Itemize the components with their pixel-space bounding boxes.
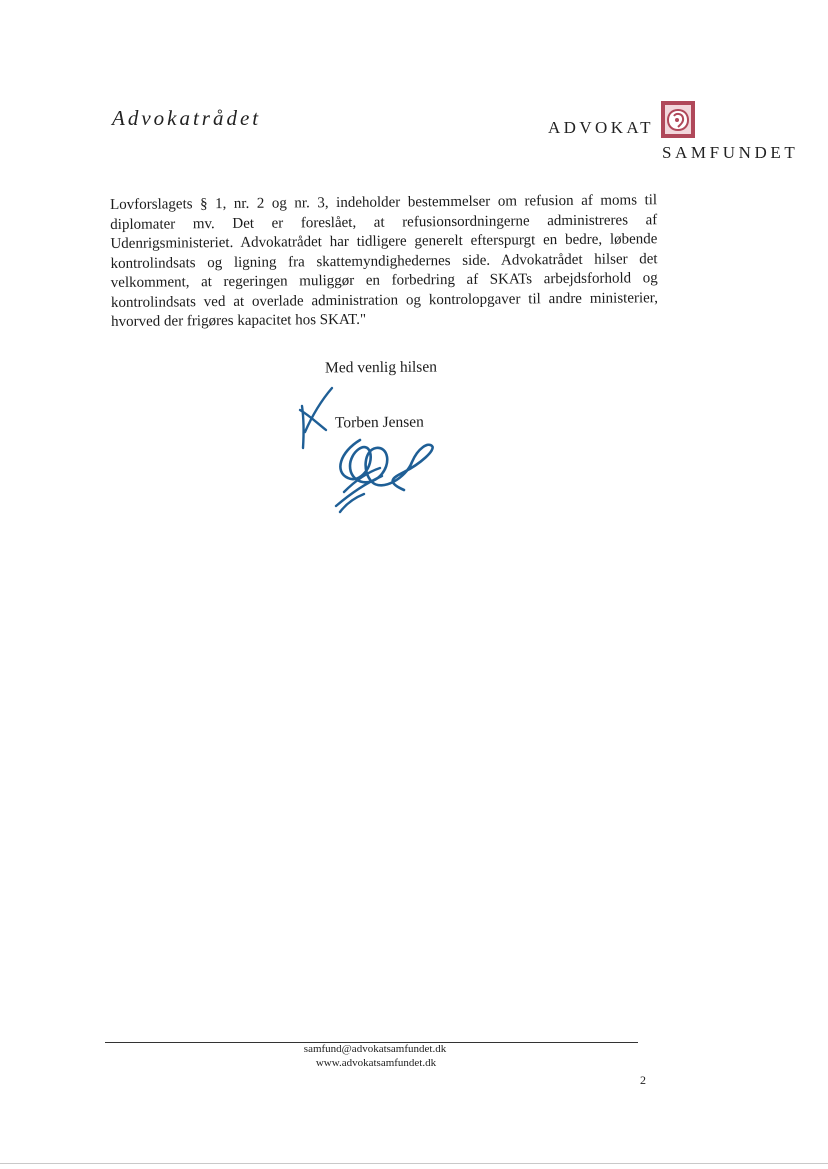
logo-text-advokat: ADVOKAT	[548, 118, 654, 137]
handwritten-signature-icon	[320, 432, 440, 514]
footer-email: samfund@advokatsamfundet.dk	[303, 1043, 447, 1055]
letter-paragraph: Lovforslagets § 1, nr. 2 og nr. 3, indeholder bestemmelser om refusion af moms til diplomater mv. Det er foreslået, at refusionsordningerne administreres af Udenrigsministeriet. Advokatrådet har tidligere generelt efterspurgt en bedre, løbende kontrolindsats og ligning fra skattemyndighedernes side. Advokatrådet hilser det velkomment, at regeringen muliggør en forbedring af SKATs arbejdsforhold og kontrolindsats ved at overlade administration og kontrolopgaver til andre ministerier, hvorved der frigøres kapacitet hos SKAT."	[110, 192, 658, 330]
advokatsamfundet-logo-icon	[661, 101, 695, 138]
page-number: 2	[640, 1073, 646, 1087]
footer-website: www.advokatsamfundet.dk	[315, 1057, 437, 1069]
scan-edge-line	[0, 1163, 828, 1164]
closing-greeting: Med venlig hilsen	[324, 358, 438, 377]
logo-text-samfundet: SAMFUNDET	[662, 143, 799, 162]
organization-title: Advokatrådet	[112, 106, 262, 130]
signer-name: Torben Jensen	[334, 413, 424, 432]
